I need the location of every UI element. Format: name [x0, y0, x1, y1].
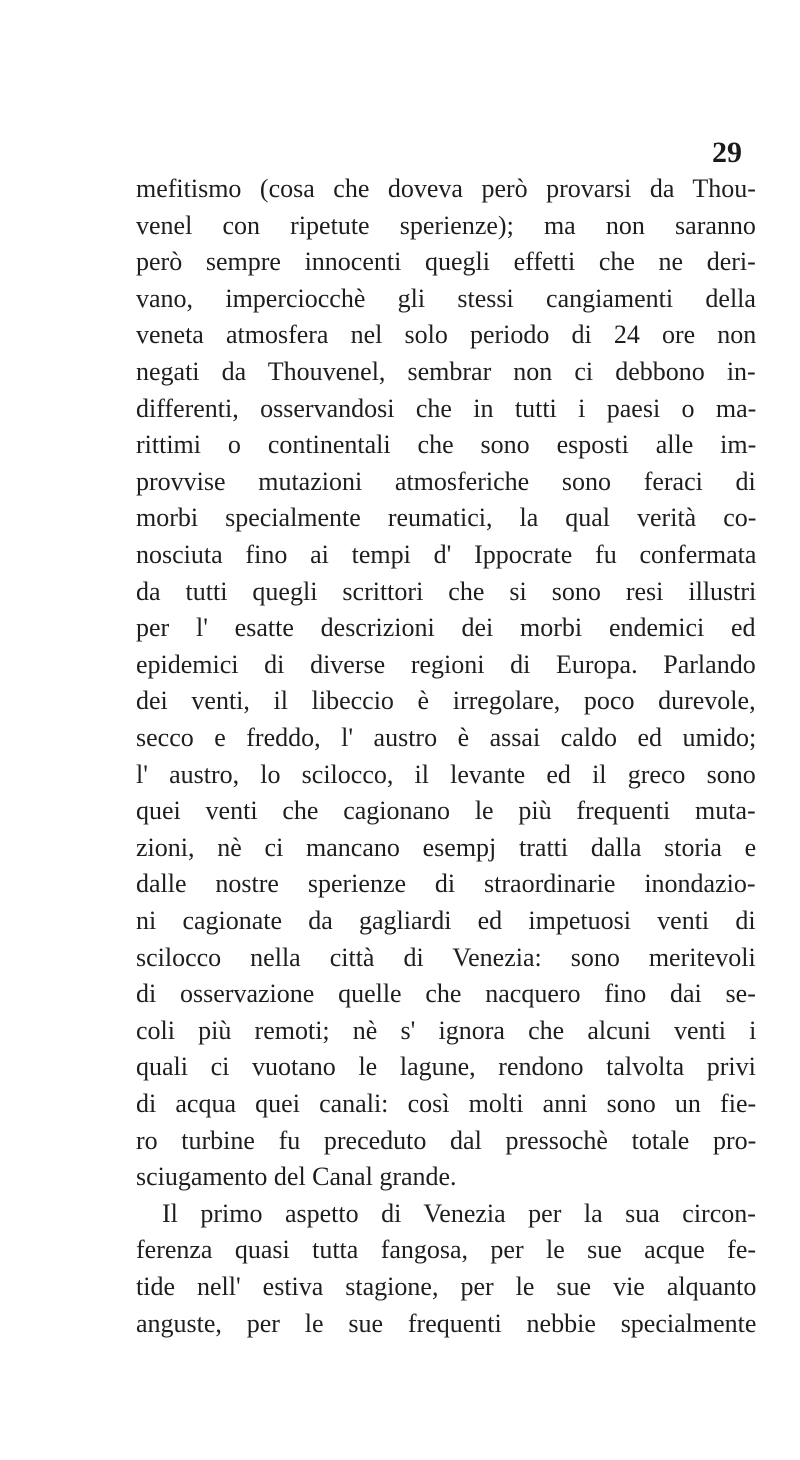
text-line: ro turbine fu preceduto dal pressochè totale pro-	[136, 1125, 757, 1155]
text-line: per l' esatte descrizioni dei morbi endemici ed	[136, 613, 756, 643]
page-number: 29	[712, 136, 742, 169]
text-line: di osservazione quelle che nacquero fino dai se-	[136, 979, 756, 1009]
text-line: di acqua quei canali: così molti anni sono un fie-	[136, 1089, 757, 1118]
text-line: provvise mutazioni atmosferiche sono feraci di	[136, 466, 756, 496]
text-line: dalle nostre sperienze di straordinarie inondazio-	[136, 869, 756, 899]
text-line: differenti, osservandosi che in tutti i paesi o ma-	[136, 393, 757, 423]
text-line: quei venti che cagionano le più frequenti muta-	[136, 796, 756, 826]
text-line: venel con ripetute sperienze); ma non saranno	[136, 210, 756, 240]
text-line: anguste, per le sue frequenti nebbie specialmente	[136, 1308, 757, 1338]
text-line: ferenza quasi tutta fangosa, per le sue acque fe-	[136, 1235, 757, 1265]
text-line: sciugamento del Canal grande.	[136, 1162, 457, 1192]
text-line: negati da Thouvenel, sembrar non ci debbono in-	[136, 357, 756, 386]
text-line: scilocco nella città di Venezia: sono meritevoli	[136, 942, 756, 972]
text-line: ni cagionate da gagliardi ed impetuosi venti di	[136, 906, 756, 935]
text-line: però sempre innocenti quegli effetti che ne deri-	[136, 247, 756, 277]
text-line: nosciuta fino ai tempi d' Ippocrate fu confermata	[136, 540, 757, 569]
text-line: l' austro, lo scilocco, il levante ed il greco sono	[136, 759, 756, 789]
text-line: vano, imperciocchè gli stessi cangiamenti della	[136, 283, 756, 313]
text-line: veneta atmosfera nel solo periodo di 24 ore non	[136, 320, 757, 350]
text-line: mefitismo (cosa che doveva però provarsi da Thou-	[136, 174, 756, 203]
text-line: rittimi o continentali che sono esposti alle im-	[136, 430, 757, 460]
text-line: coli più remoti; nè s' ignora che alcuni venti i	[136, 1015, 757, 1045]
text-line: morbi specialmente reumatici, la qual verità co-	[136, 503, 757, 533]
text-line: quali ci vuotano le lagune, rendono talvolta privi	[136, 1052, 756, 1082]
text-line: Il primo aspetto di Venezia per la sua circon-	[162, 1198, 756, 1228]
text-line: zioni, nè ci mancano esempj tratti dalla storia e	[136, 832, 757, 862]
text-line: epidemici di diverse regioni di Europa. Parlando	[136, 649, 756, 679]
text-line: tide nell' estiva stagione, per le sue vie alquanto	[136, 1272, 757, 1301]
text-line: da tutti quegli scrittori che si sono resi illustri	[136, 576, 757, 606]
text-line: secco e freddo, l' austro è assai caldo ed umido;	[136, 723, 757, 752]
text-line: dei venti, il libeccio è irregolare, poco durevole,	[136, 686, 756, 716]
